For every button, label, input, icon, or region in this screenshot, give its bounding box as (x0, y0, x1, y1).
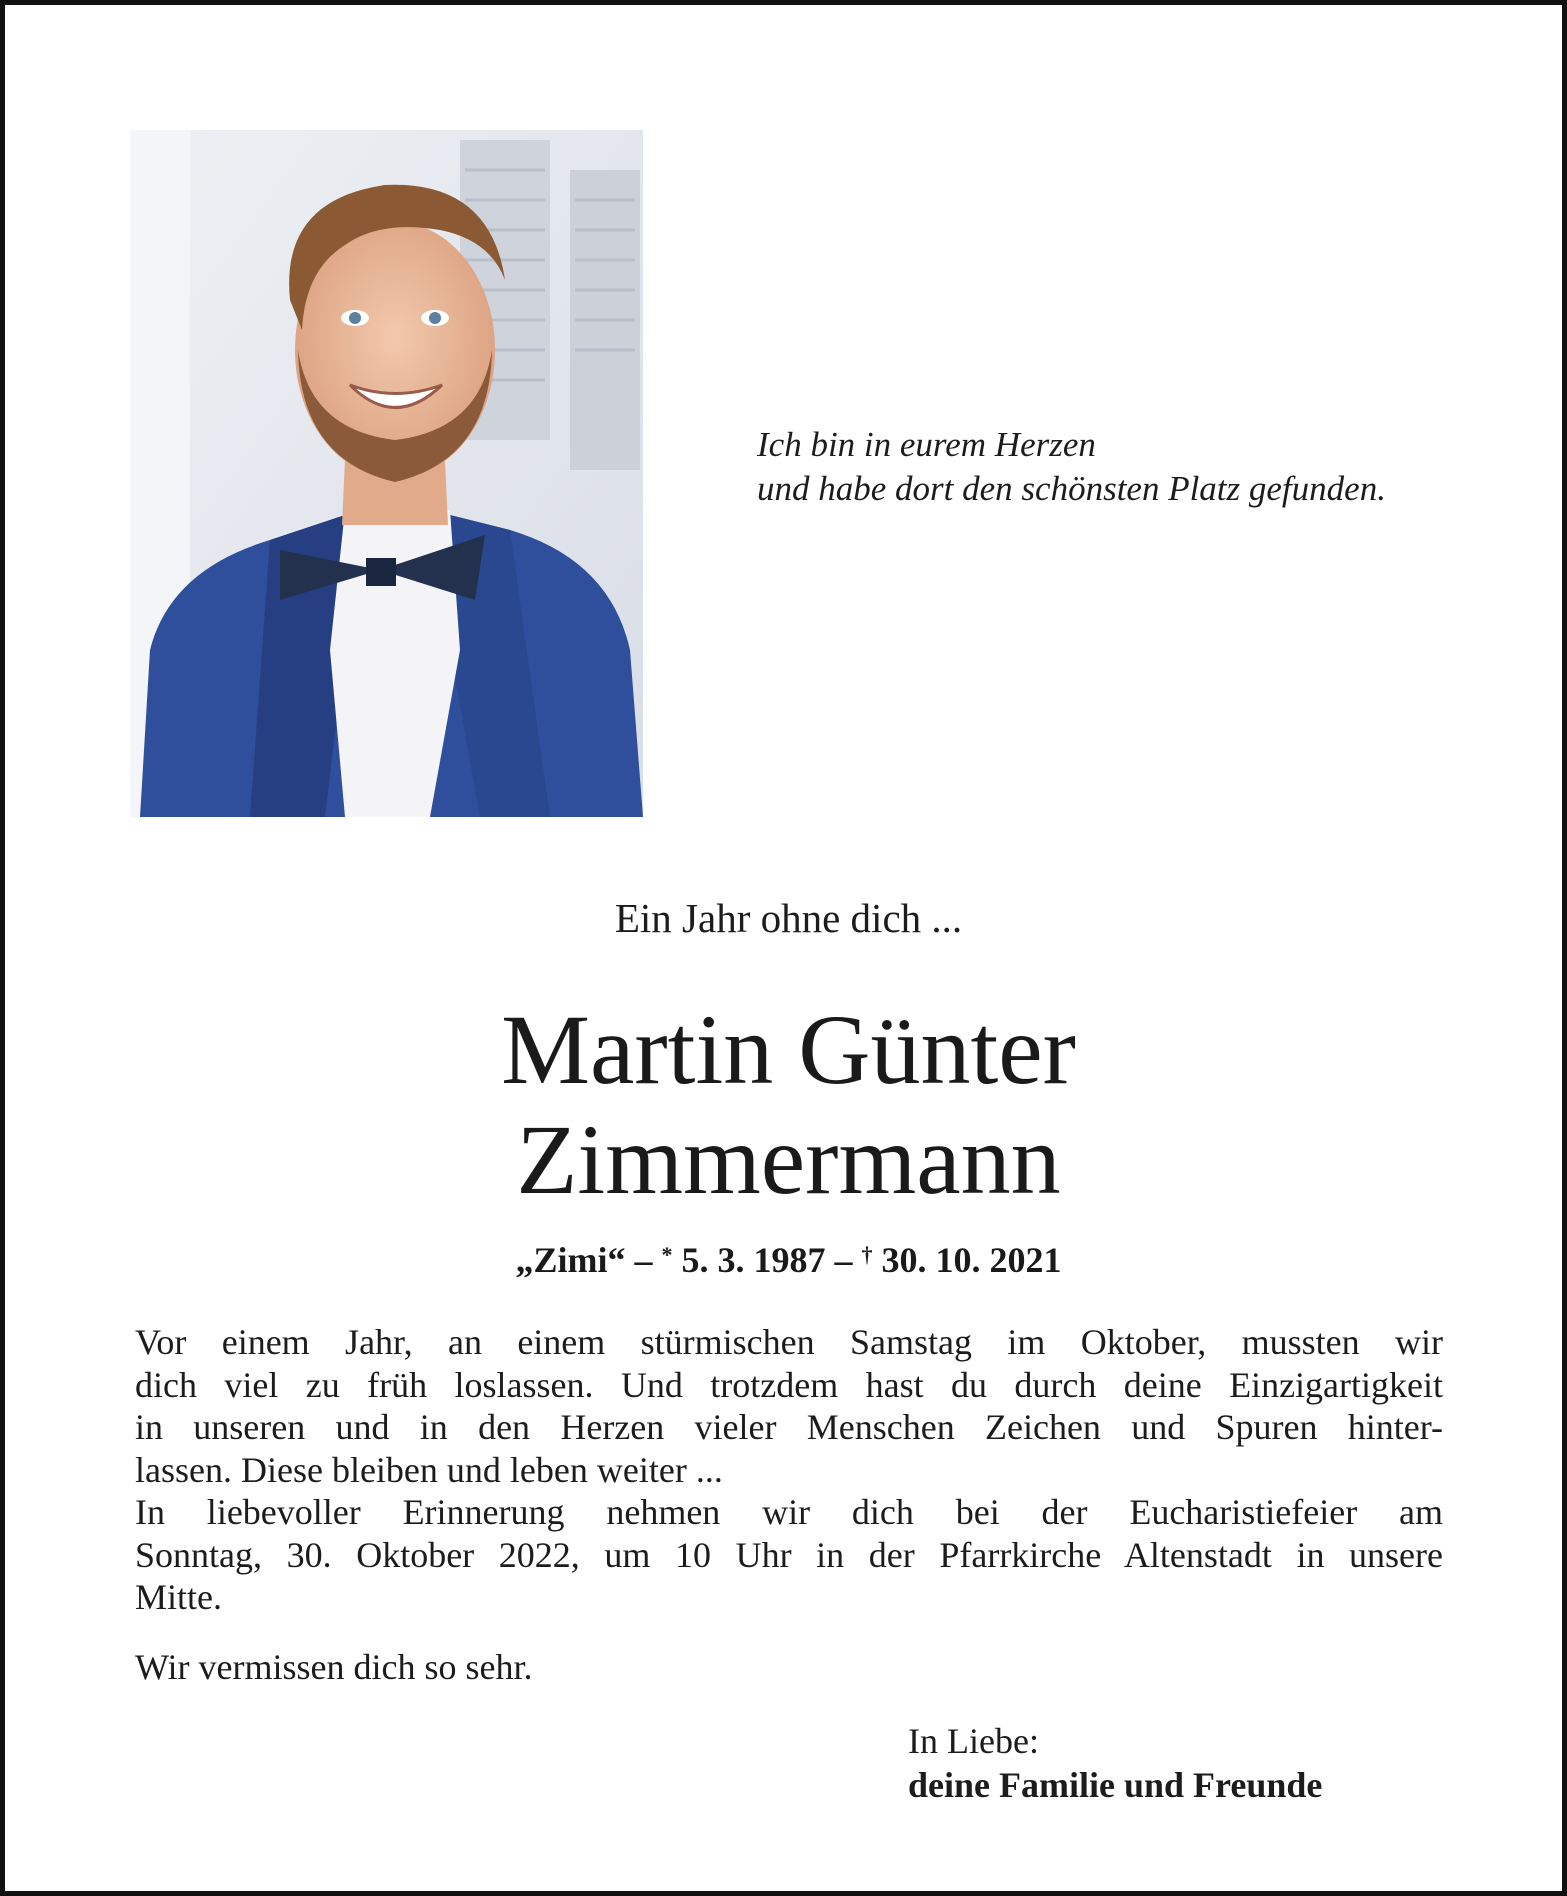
deceased-name (5, 995, 1567, 1215)
death-symbol: † (861, 1242, 873, 1267)
body-line: Sonntag, 30. Oktober 2022, um 10 Uhr in der Pfarrkirche Altenstadt in unsere (135, 1534, 1443, 1575)
name-line-2: Zimmermann (516, 1104, 1061, 1215)
name-line-1: Martin Günter (501, 994, 1076, 1105)
memorial-quote (757, 423, 1386, 511)
death-date: 30. 10. 2021 (881, 1240, 1062, 1280)
quote-line-1: Ich bin in eurem Herzen (757, 425, 1096, 464)
intro-line: Ein Jahr ohne dich ... (614, 895, 963, 941)
dash: – (634, 1240, 662, 1280)
body-line: lassen. Diese bleiben und leben weiter ... (135, 1449, 723, 1490)
birth-date: 5. 3. 1987 (681, 1240, 826, 1280)
portrait-photo (130, 130, 643, 817)
signature-names: deine Familie und Freunde (908, 1765, 1323, 1805)
body-line: Vor einem Jahr, an einem stürmischen Samstag im Oktober, mussten wir (135, 1322, 1443, 1362)
birth-symbol: * (661, 1242, 673, 1267)
body-line: In liebevoller Erinnerung nehmen wir dich bei der Eucharistiefeier am (135, 1492, 1443, 1532)
quote-line-2: und habe dort den schönsten Platz gefunden. (757, 469, 1386, 508)
body-line: Mitte. (135, 1577, 222, 1617)
dash: – (834, 1240, 862, 1280)
closing-line: Wir vermissen dich so sehr. (135, 1647, 533, 1687)
signature (908, 1719, 1322, 1807)
body-line: dich viel zu früh loslassen. Und trotzdem hast du durch deine Einzigartigkeit (135, 1364, 1443, 1405)
body-line: in unseren und in den Herzen vieler Menschen Zeichen und Spuren hinter- (135, 1407, 1443, 1447)
signature-lead: In Liebe: (908, 1721, 1039, 1761)
nickname: „Zimi“ (515, 1240, 626, 1280)
memorial-text (135, 1321, 1443, 1619)
life-dates (5, 1233, 1567, 1282)
